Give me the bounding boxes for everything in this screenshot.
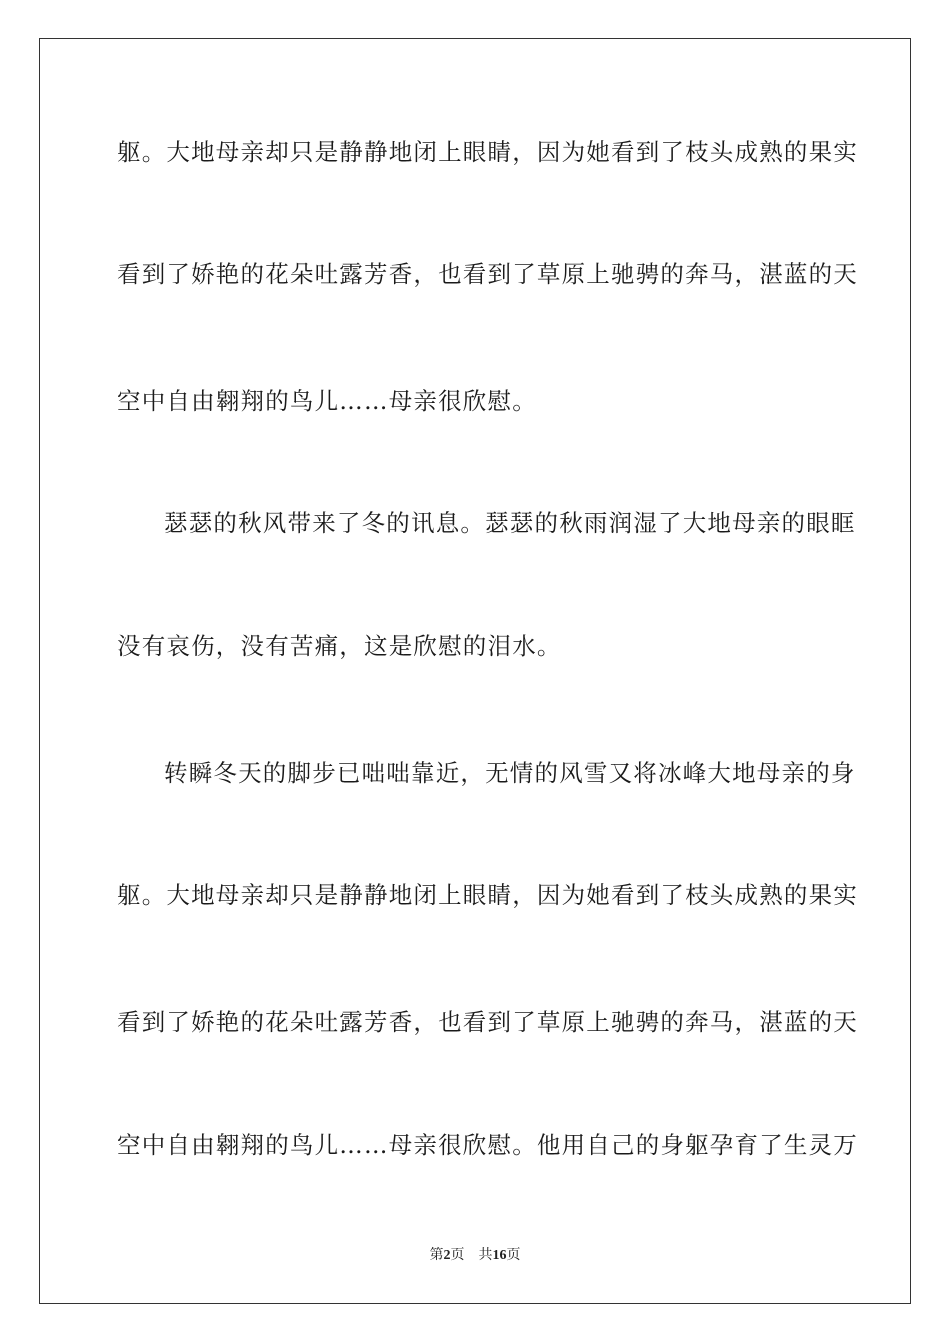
footer-total-suffix: 页 <box>506 1248 521 1263</box>
page-footer <box>0 1247 950 1265</box>
footer-page-prefix: 第 <box>429 1248 444 1263</box>
body-text-line-2: 看到了娇艳的花朵吐露芳香，也看到了草原上驰骋的奔马，湛蓝的天 <box>117 260 858 288</box>
body-text-line-1: 躯。大地母亲却只是静静地闭上眼睛，因为她看到了枝头成熟的果实 <box>117 138 858 166</box>
footer-page-number: 2 <box>443 1248 451 1263</box>
footer-page-suffix: 页 <box>450 1248 465 1263</box>
body-text-line-3: 空中自由翱翔的鸟儿……母亲很欣慰。 <box>117 387 537 415</box>
footer-total-prefix: 共 <box>478 1248 493 1263</box>
body-text-line-5: 没有哀伤，没有苦痛，这是欣慰的泪水。 <box>117 632 562 660</box>
footer-total-number: 16 <box>492 1248 507 1263</box>
page-border <box>39 38 911 1304</box>
body-text-line-7: 躯。大地母亲却只是静静地闭上眼睛，因为她看到了枝头成熟的果实 <box>117 881 858 909</box>
body-text-line-4: 瑟瑟的秋风带来了冬的讯息。瑟瑟的秋雨润湿了大地母亲的眼眶 <box>164 509 856 537</box>
body-text-line-9: 空中自由翱翔的鸟儿……母亲很欣慰。他用自己的身躯孕育了生灵万 <box>117 1131 858 1159</box>
body-text-line-6: 转瞬冬天的脚步已咄咄靠近，无情的风雪又将冰峰大地母亲的身 <box>164 759 856 787</box>
body-text-line-8: 看到了娇艳的花朵吐露芳香，也看到了草原上驰骋的奔马，湛蓝的天 <box>117 1008 858 1036</box>
